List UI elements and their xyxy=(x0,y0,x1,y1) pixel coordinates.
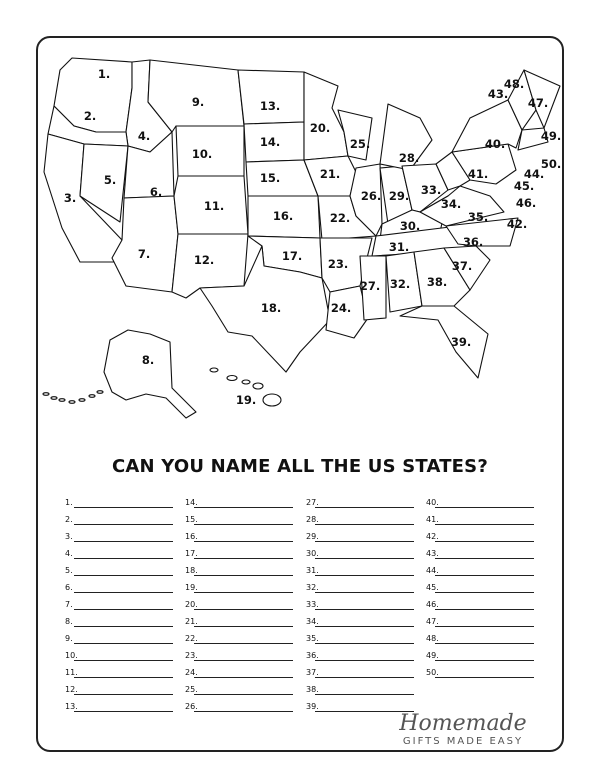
answer-number: 1. xyxy=(65,498,73,507)
answer-blank[interactable] xyxy=(194,507,293,508)
answer-number: 32. xyxy=(306,583,319,592)
state-number-label: 40. xyxy=(484,137,506,151)
answer-blank[interactable] xyxy=(74,524,173,525)
state-number-label: 32. xyxy=(389,277,411,291)
answer-blank[interactable] xyxy=(315,609,414,610)
answer-number: 4. xyxy=(65,549,73,558)
state-number-label: 33. xyxy=(420,183,442,197)
state-number-label: 12. xyxy=(193,253,215,267)
answer-blank[interactable] xyxy=(194,677,293,678)
answer-number: 47. xyxy=(426,617,439,626)
state-number-label: 27. xyxy=(359,279,381,293)
answer-number: 34. xyxy=(306,617,319,626)
answer-blank[interactable] xyxy=(315,507,414,508)
answer-number: 38. xyxy=(306,685,319,694)
state-number-label: 50. xyxy=(540,157,562,171)
answer-blank[interactable] xyxy=(194,609,293,610)
answer-number: 41. xyxy=(426,515,439,524)
state-number-label: 28. xyxy=(398,151,420,165)
state-number-label: 34. xyxy=(440,197,462,211)
state-outline xyxy=(238,70,304,124)
state-number-label: 15. xyxy=(259,171,281,185)
answer-line[interactable] xyxy=(426,562,534,576)
answer-number: 11. xyxy=(65,668,78,677)
answer-line[interactable] xyxy=(426,664,534,678)
state-number-label: 24. xyxy=(330,301,352,315)
answer-blank[interactable] xyxy=(435,575,534,576)
state-number-label: 31. xyxy=(388,240,410,254)
state-number-label: 36. xyxy=(462,235,484,249)
answer-line[interactable] xyxy=(306,681,414,695)
answer-blank[interactable] xyxy=(315,524,414,525)
answer-blank[interactable] xyxy=(194,541,293,542)
state-number-label: 1. xyxy=(97,67,111,81)
answer-number: 7. xyxy=(65,600,73,609)
state-outline xyxy=(400,306,488,378)
answer-line[interactable] xyxy=(65,579,173,593)
answer-line[interactable] xyxy=(426,579,534,593)
answer-line[interactable] xyxy=(426,596,534,610)
answer-line[interactable] xyxy=(185,511,293,525)
answer-number: 31. xyxy=(306,566,319,575)
answer-blank[interactable] xyxy=(194,575,293,576)
state-number-label: 6. xyxy=(149,185,163,199)
answer-line[interactable] xyxy=(65,545,173,559)
answer-blank[interactable] xyxy=(315,558,414,559)
answer-blank[interactable] xyxy=(74,711,173,712)
answer-blank[interactable] xyxy=(315,694,414,695)
answer-blank[interactable] xyxy=(435,541,534,542)
answer-line[interactable] xyxy=(426,528,534,542)
state-outline xyxy=(112,196,178,292)
answer-number: 44. xyxy=(426,566,439,575)
state-number-label: 37. xyxy=(451,259,473,273)
answer-line[interactable] xyxy=(306,647,414,661)
answer-line[interactable] xyxy=(65,664,173,678)
answer-blank[interactable] xyxy=(194,660,293,661)
answer-number: 45. xyxy=(426,583,439,592)
state-number-label: 4. xyxy=(137,129,151,143)
answer-line[interactable] xyxy=(306,562,414,576)
answer-line[interactable] xyxy=(185,545,293,559)
state-number-label: 25. xyxy=(349,137,371,151)
answer-number: 25. xyxy=(185,685,198,694)
state-number-label: 43. xyxy=(487,87,509,101)
answer-line[interactable] xyxy=(185,562,293,576)
answer-blank[interactable] xyxy=(74,541,173,542)
answer-line[interactable] xyxy=(65,630,173,644)
answer-blank[interactable] xyxy=(435,660,534,661)
state-number-label: 42. xyxy=(506,217,528,231)
brand-tagline: GIFTS MADE EASY xyxy=(402,736,524,747)
aleutian-island xyxy=(97,391,103,394)
answer-line[interactable] xyxy=(306,511,414,525)
state-number-label: 3. xyxy=(63,191,77,205)
answer-line[interactable] xyxy=(65,698,173,712)
answer-blank[interactable] xyxy=(74,660,173,661)
state-number-label: 45. xyxy=(513,179,535,193)
state-number-label: 8. xyxy=(141,353,155,367)
answer-number: 19. xyxy=(185,583,198,592)
hawaii-island xyxy=(227,376,237,381)
answer-number: 3. xyxy=(65,532,73,541)
answer-line[interactable] xyxy=(426,630,534,644)
answer-blank[interactable] xyxy=(435,524,534,525)
answer-number: 22. xyxy=(185,634,198,643)
answer-line[interactable] xyxy=(185,596,293,610)
answer-number: 20. xyxy=(185,600,198,609)
state-number-label: 38. xyxy=(426,275,448,289)
state-number-label: 7. xyxy=(137,247,151,261)
state-number-label: 9. xyxy=(191,95,205,109)
answer-number: 48. xyxy=(426,634,439,643)
aleutian-island xyxy=(69,401,75,404)
answer-blank[interactable] xyxy=(315,541,414,542)
answer-number: 17. xyxy=(185,549,198,558)
answer-line[interactable] xyxy=(65,528,173,542)
answer-number: 35. xyxy=(306,634,319,643)
answer-blank[interactable] xyxy=(74,677,173,678)
answer-blank[interactable] xyxy=(315,592,414,593)
answer-number: 46. xyxy=(426,600,439,609)
answer-blank[interactable] xyxy=(74,643,173,644)
state-number-label: 21. xyxy=(319,167,341,181)
state-number-label: 18. xyxy=(260,301,282,315)
answer-blank[interactable] xyxy=(74,558,173,559)
answer-number: 6. xyxy=(65,583,73,592)
answer-line[interactable] xyxy=(65,681,173,695)
answer-line[interactable] xyxy=(65,613,173,627)
answer-line[interactable] xyxy=(65,511,173,525)
answer-blank[interactable] xyxy=(194,711,293,712)
answer-blank[interactable] xyxy=(435,677,534,678)
answer-blank[interactable] xyxy=(74,592,173,593)
answer-number: 13. xyxy=(65,702,78,711)
answer-blank[interactable] xyxy=(74,694,173,695)
state-number-label: 47. xyxy=(527,96,549,110)
answer-number: 29. xyxy=(306,532,319,541)
state-number-label: 44. xyxy=(523,167,545,181)
answer-line[interactable] xyxy=(185,528,293,542)
answer-blank[interactable] xyxy=(435,609,534,610)
brand-logo xyxy=(378,712,548,747)
answer-line[interactable] xyxy=(65,647,173,661)
state-number-label: 26. xyxy=(360,189,382,203)
answer-line[interactable] xyxy=(185,613,293,627)
answer-blank[interactable] xyxy=(315,660,414,661)
state-number-label: 10. xyxy=(191,147,213,161)
answer-blank[interactable] xyxy=(315,626,414,627)
answer-blank[interactable] xyxy=(194,592,293,593)
answer-number: 30. xyxy=(306,549,319,558)
answer-number: 36. xyxy=(306,651,319,660)
answer-line[interactable] xyxy=(306,596,414,610)
answer-line[interactable] xyxy=(65,562,173,576)
state-number-label: 46. xyxy=(515,196,537,210)
answer-number: 27. xyxy=(306,498,319,507)
answer-line[interactable] xyxy=(185,698,293,712)
answer-blank[interactable] xyxy=(435,558,534,559)
answer-blank[interactable] xyxy=(435,592,534,593)
answer-number: 37. xyxy=(306,668,319,677)
state-number-label: 5. xyxy=(103,173,117,187)
answer-number: 5. xyxy=(65,566,73,575)
answer-line[interactable] xyxy=(306,664,414,678)
answer-blank[interactable] xyxy=(435,507,534,508)
answer-number: 15. xyxy=(185,515,198,524)
hawaii-island xyxy=(242,380,250,384)
answer-line[interactable] xyxy=(306,545,414,559)
aleutian-island xyxy=(89,395,95,398)
state-number-label: 23. xyxy=(327,257,349,271)
state-number-label: 14. xyxy=(259,135,281,149)
state-number-label: 30. xyxy=(399,219,421,233)
state-number-label: 13. xyxy=(259,99,281,113)
answer-line[interactable] xyxy=(306,494,414,508)
state-number-label: 17. xyxy=(281,249,303,263)
aleutian-island xyxy=(79,399,85,402)
state-number-label: 11. xyxy=(203,199,225,213)
answer-blank[interactable] xyxy=(74,609,173,610)
answer-number: 18. xyxy=(185,566,198,575)
answer-blank[interactable] xyxy=(194,643,293,644)
answer-blank[interactable] xyxy=(315,677,414,678)
aleutian-island xyxy=(43,393,49,396)
answer-number: 28. xyxy=(306,515,319,524)
answer-blank[interactable] xyxy=(435,626,534,627)
answer-number: 23. xyxy=(185,651,198,660)
answer-line[interactable] xyxy=(185,664,293,678)
answer-line[interactable] xyxy=(185,630,293,644)
brand-script: Homemade xyxy=(399,711,527,736)
answer-number: 12. xyxy=(65,685,78,694)
answer-line[interactable] xyxy=(426,545,534,559)
answer-number: 10. xyxy=(65,651,78,660)
state-number-label: 35. xyxy=(467,210,489,224)
state-number-label: 49. xyxy=(540,129,562,143)
hawaii-island xyxy=(210,368,218,372)
answer-number: 2. xyxy=(65,515,73,524)
answer-line[interactable] xyxy=(426,511,534,525)
answer-blank[interactable] xyxy=(435,643,534,644)
answer-line[interactable] xyxy=(65,494,173,508)
answer-line[interactable] xyxy=(306,579,414,593)
answer-blank[interactable] xyxy=(194,694,293,695)
answer-number: 50. xyxy=(426,668,439,677)
state-number-label: 19. xyxy=(235,393,257,407)
state-number-label: 48. xyxy=(503,77,525,91)
answer-number: 9. xyxy=(65,634,73,643)
state-number-label: 39. xyxy=(450,335,472,349)
hawaii-island xyxy=(263,394,281,406)
alaska-outline xyxy=(104,330,196,418)
state-number-label: 20. xyxy=(309,121,331,135)
answer-number: 43. xyxy=(426,549,439,558)
answer-line[interactable] xyxy=(426,647,534,661)
answer-line[interactable] xyxy=(306,698,414,712)
worksheet-title: CAN YOU NAME ALL THE US STATES? xyxy=(112,456,488,477)
answer-blank[interactable] xyxy=(74,507,173,508)
answer-line[interactable] xyxy=(185,579,293,593)
answer-number: 42. xyxy=(426,532,439,541)
answer-number: 14. xyxy=(185,498,198,507)
answer-number: 16. xyxy=(185,532,198,541)
answer-blank[interactable] xyxy=(194,524,293,525)
answer-number: 8. xyxy=(65,617,73,626)
answer-number: 40. xyxy=(426,498,439,507)
hawaii-island xyxy=(253,383,263,389)
answer-blank[interactable] xyxy=(315,575,414,576)
answer-blank[interactable] xyxy=(194,626,293,627)
answer-number: 49. xyxy=(426,651,439,660)
answer-line[interactable] xyxy=(65,596,173,610)
answer-line[interactable] xyxy=(185,647,293,661)
answer-blank[interactable] xyxy=(315,643,414,644)
answer-line[interactable] xyxy=(426,494,534,508)
state-number-label: 29. xyxy=(388,189,410,203)
answer-line[interactable] xyxy=(306,613,414,627)
answer-line[interactable] xyxy=(306,528,414,542)
answer-number: 39. xyxy=(306,702,319,711)
state-number-label: 41. xyxy=(467,167,489,181)
answer-number: 33. xyxy=(306,600,319,609)
aleutian-island xyxy=(51,397,57,400)
answer-number: 21. xyxy=(185,617,198,626)
answer-line[interactable] xyxy=(185,494,293,508)
answer-blank[interactable] xyxy=(74,626,173,627)
answer-line[interactable] xyxy=(185,681,293,695)
aleutian-island xyxy=(59,399,65,402)
state-number-label: 2. xyxy=(83,109,97,123)
answer-number: 26. xyxy=(185,702,198,711)
state-number-label: 22. xyxy=(329,211,351,225)
answer-blank[interactable] xyxy=(74,575,173,576)
answer-blank[interactable] xyxy=(194,558,293,559)
answer-line[interactable] xyxy=(426,613,534,627)
state-number-label: 16. xyxy=(272,209,294,223)
answer-line[interactable] xyxy=(306,630,414,644)
answer-number: 24. xyxy=(185,668,198,677)
